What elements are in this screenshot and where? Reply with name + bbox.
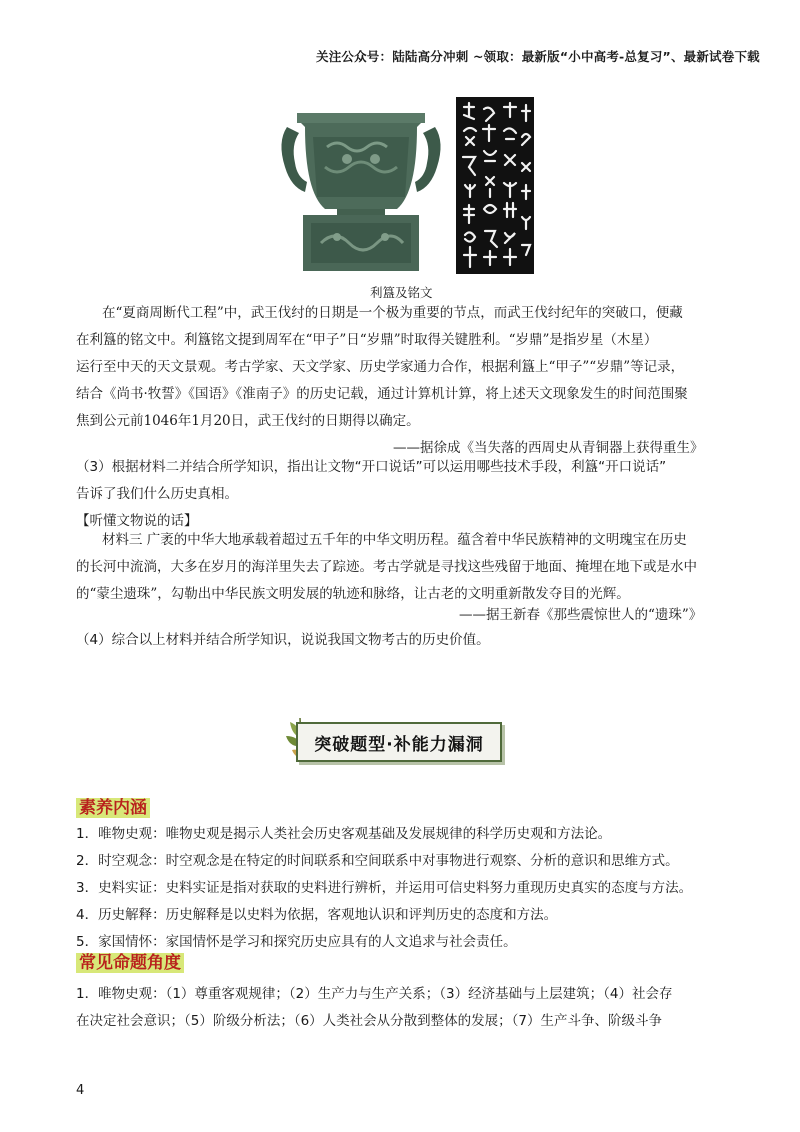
section-2-title: 常见命题角度 <box>76 953 184 973</box>
source-citation: ——据徐成《当失落的西周史从青铜器上获得重生》 <box>393 440 704 456</box>
section-1-title-wrap <box>76 795 150 821</box>
paragraph-line: 在决定社会意识；（5）阶级分析法；（6）人类社会从分散到整体的发展；（7）生产斗争、阶级斗争 <box>76 1013 663 1029</box>
source-citation: ——据王新春《那些震惊世人的“遗珠”》 <box>459 607 703 623</box>
inscription-rubbing-image <box>456 97 534 274</box>
paragraph-line: 结合《尚书·牧誓》《国语》《淮南子》的历史记载，通过计算机计算，将上述天文现象发生的时间范围聚 <box>76 386 688 402</box>
paragraph-line: 焦到公元前1046年1月20日，武王伐纣的日期得以确定。 <box>76 413 420 429</box>
list-item: 2．时空观念：时空观念是在特定的时间联系和空间联系中对事物进行观察、分析的意识和思维方式。 <box>76 853 679 869</box>
paragraph-line: 的“蒙尘遗珠”，勾勒出中华民族文明发展的轨迹和脉络，让古老的文明重新散发夺目的光辉。 <box>76 586 630 602</box>
list-item: 1．唯物史观：唯物史观是揭示人类社会历史客观基础及发展规律的科学历史观和方法论。 <box>76 826 612 842</box>
subheading: 【听懂文物说的话】 <box>76 513 198 529</box>
badge-label: 突破题型·补能力漏洞 <box>296 722 502 762</box>
paragraph-line: 材料三 广袤的中华大地承载着超过五千年的中华文明历程。蕴含着中华民族精神的文明瑰宝在历史 <box>102 532 687 548</box>
paragraph-line: 1．唯物史观：（1）尊重客观规律；（2）生产力与生产关系；（3）经济基础与上层建筑；（4）社会存 <box>76 986 673 1002</box>
paragraph-line: 在利簋的铭文中。利簋铭文提到周军在“甲子”日“岁鼎”时取得关键胜利。“岁鼎”是指岁星（木星） <box>76 332 658 348</box>
vessel-drawing <box>277 97 445 274</box>
question-line: （3）根据材料二并结合所学知识，指出让文物“开口说话”可以运用哪些技术手段，利簋“开口说话” <box>76 459 667 475</box>
inscription-drawing <box>456 97 534 274</box>
question-line: 告诉了我们什么历史真相。 <box>76 486 238 502</box>
list-item: 5．家国情怀：家国情怀是学习和探究历史应具有的人文追求与社会责任。 <box>76 934 517 950</box>
list-item: 3．史料实证：史料实证是指对获取的史料进行辨析，并运用可信史料努力重现历史真实的态度与方法。 <box>76 880 693 896</box>
figure-caption: 利簋及铭文 <box>370 285 433 300</box>
section-badge <box>282 714 510 764</box>
page-number: 4 <box>76 1083 85 1098</box>
header-note: 关注公众号：陆陆高分冲刺 ~领取：最新版“小中高考-总复习”、最新试卷下载 <box>316 49 760 64</box>
list-item: 4．历史解释：历史解释是以史料为依据，客观地认识和评判历史的态度和方法。 <box>76 907 558 923</box>
question-4: （4）综合以上材料并结合所学知识，说说我国文物考古的历史价值。 <box>76 632 490 648</box>
paragraph-line: 的长河中流淌，大多在岁月的海洋里失去了踪迹。考古学就是寻找这些残留于地面、掩埋在地下或是水中 <box>76 559 697 575</box>
paragraph-line: 在“夏商周断代工程”中，武王伐纣的日期是一个极为重要的节点，而武王伐纣纪年的突破口，便藏 <box>102 305 683 321</box>
bronze-vessel-image <box>277 97 445 274</box>
paragraph-line: 运行至中天的天文景观。考古学家、天文学家、历史学家通力合作，根据利簋上“甲子”“岁鼎”等记录， <box>76 359 685 375</box>
section-2-title-wrap <box>76 950 184 976</box>
section-1-title: 素养内涵 <box>76 798 150 818</box>
